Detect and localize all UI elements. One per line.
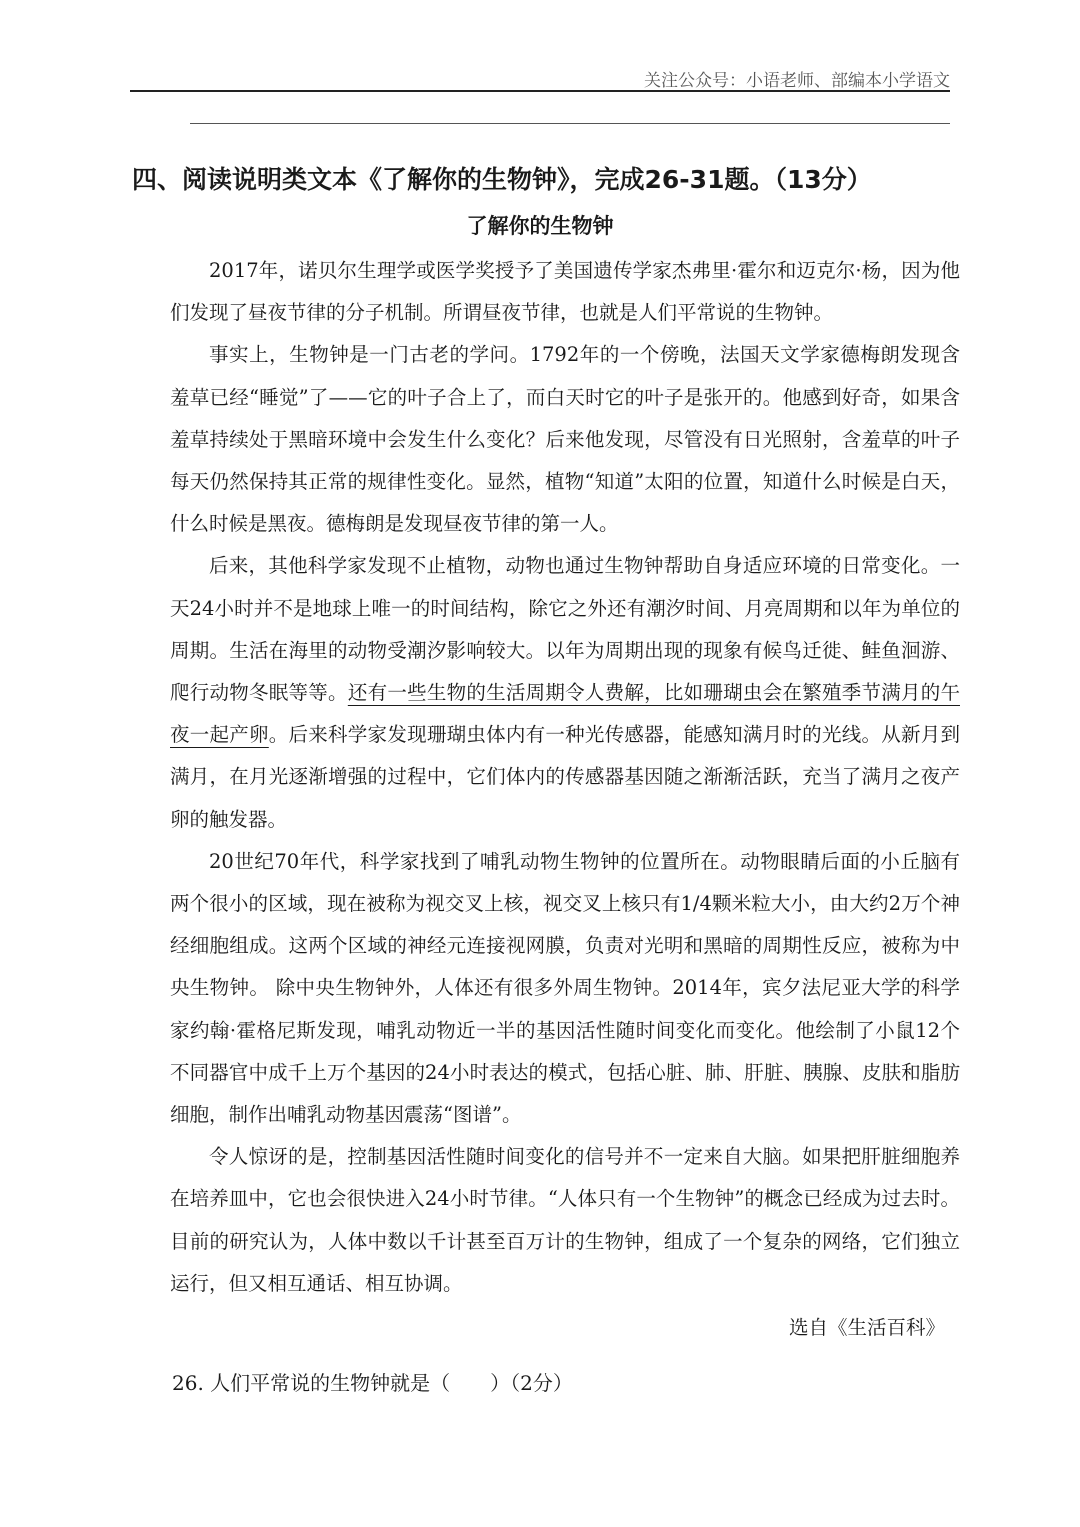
section-heading: 四、阅读说明类文本《了解你的生物钟》，完成26-31题。（13分） (132, 165, 872, 194)
paragraph-2: 事实上，生物钟是一门古老的学问。1792年的一个傍晚，法国天文学家德梅朗发现含羞草已经“睡觉”了——它的叶子合上了，而白天时它的叶子是张开的。他感到好奇，如果含羞草持续处于黑暗环境中会发生什么变化？后来他发现，尽管没有日光照射，含羞草的叶子每天仍然保持其正常的规律性变化。显然，植物“知道”太阳的位置，知道什么时候是白天，什么时候是黑夜。德梅朗是发现昼夜节律的第一人。 (170, 343, 960, 536)
header-rule-secondary (190, 123, 950, 124)
article-body (170, 250, 960, 1305)
paragraph-3-before: 后来，其他科学家发现不止植物，动物也通过生物钟帮助自身适应环境的日常变化。一天24小时并不是地球上唯一的时间结构，除它之外还有潮汐时间、月亮周期和以年为单位的周期。生活在海里的动物受潮汐影响较大。以年为周期出现的现象有候鸟迁徙、鲑鱼洄游、爬行动物冬眠等等。 (170, 554, 960, 705)
article-source: 选自《生活百科》 (788, 1316, 945, 1339)
header-rule (130, 90, 950, 92)
question-26: 26. 人们平常说的生物钟就是（ ）（2分） (172, 1371, 573, 1395)
paragraph-3 (170, 545, 960, 840)
underlined-sentence: 还有一些生物的生活周期令人费解，比如珊瑚虫会在繁殖季节满月的午夜一起产卵 (170, 681, 960, 747)
paragraph-3-after: 。后来科学家发现珊瑚虫体内有一种光传感器，能感知满月时的光线。从新月到满月，在月光逐渐增强的过程中，它们体内的传感器基因随之渐渐活跃，充当了满月之夜产卵的触发器。 (170, 723, 960, 831)
article-title: 了解你的生物钟 (466, 214, 614, 238)
header-note: 关注公众号：小语老师、部编本小学语文 (644, 71, 950, 91)
paragraph-5: 令人惊讶的是，控制基因活性随时间变化的信号并不一定来自大脑。如果把肝脏细胞养在培养皿中，它也会很快进入24小时节律。“人体只有一个生物钟”的概念已经成为过去时。目前的研究认为，人体中数以千计甚至百万计的生物钟，组成了一个复杂的网络，它们独立运行，但又相互通话、相互协调。 (170, 1145, 960, 1295)
paragraph-1: 2017年，诺贝尔生理学或医学奖授予了美国遗传学家杰弗里·霍尔和迈克尔·杨，因为他们发现了昼夜节律的分子机制。所谓昼夜节律，也就是人们平常说的生物钟。 (170, 259, 960, 325)
paragraph-4: 20世纪70年代，科学家找到了哺乳动物生物钟的位置所在。动物眼睛后面的小丘脑有两个很小的区域，现在被称为视交叉上核，视交叉上核只有1/4颗米粒大小，由大约2万个神经细胞组成。这两个区域的神经元连接视网膜，负责对光明和黑暗的周期性反应，被称为中央生物钟。 除中央生物钟外，人体还有很多外周生物钟。2014年，宾夕法尼亚大学的科学家约翰·霍格尼斯发现，哺乳动物近一半的基因活性随时间变化而变化。他绘制了小鼠12个不同器官中成千上万个基因的24小时表达的模式，包括心脏、肺、肝脏、胰腺、皮肤和脂肪细胞，制作出哺乳动物基因震荡“图谱”。 (170, 849, 960, 1127)
